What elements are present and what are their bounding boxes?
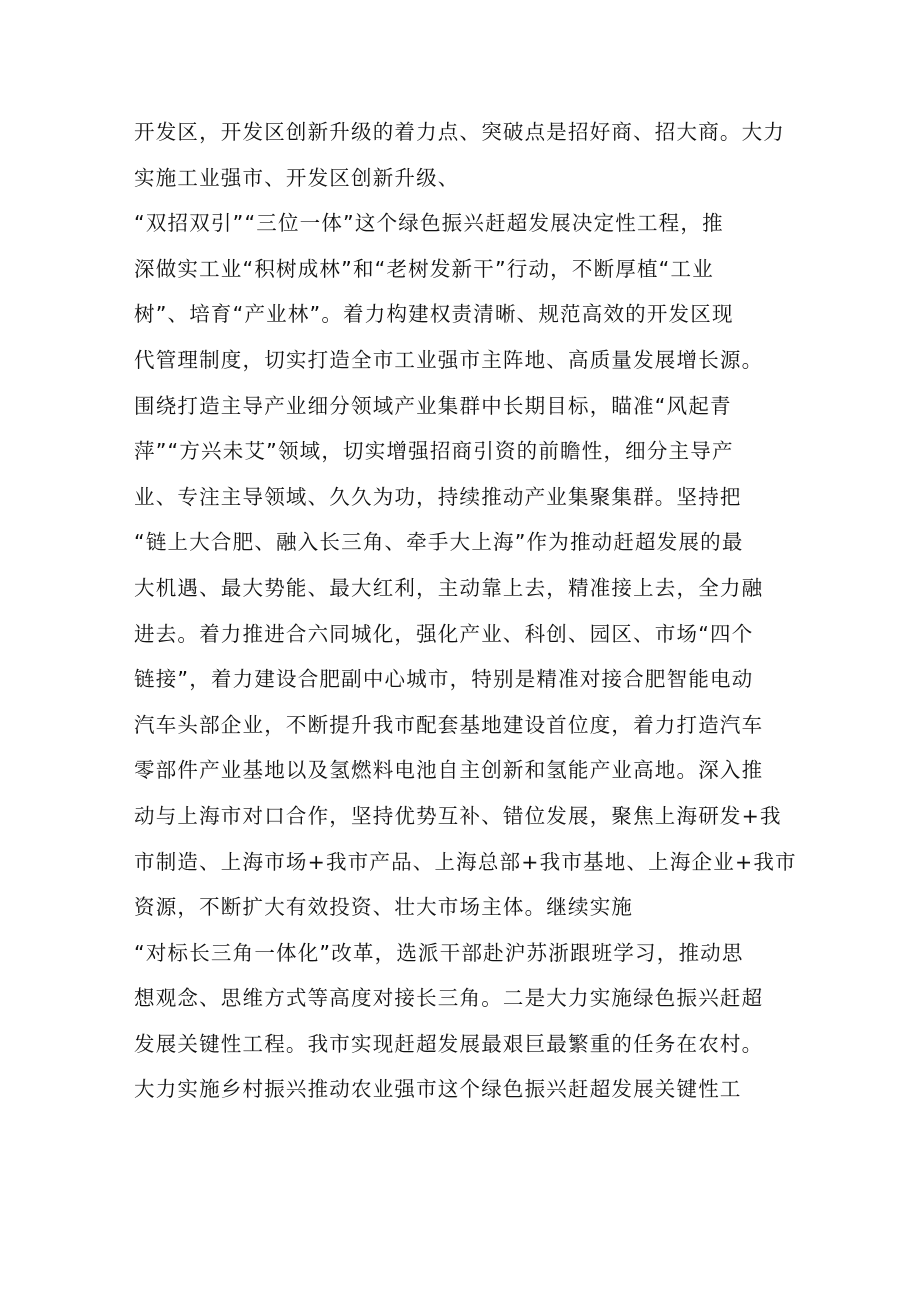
text-line: 代管理制度，切实打造全市工业强市主阵地、高质量发展增长源。 bbox=[134, 347, 764, 372]
text-line: 想观念、思维方式等高度对接长三角。二是大力实施绿色振兴赶超 bbox=[134, 986, 764, 1011]
text-line: “链上大合肥、融入长三角、牵手大上海”作为推动赶超发展的最 bbox=[134, 530, 744, 555]
text-line: 大机遇、最大势能、最大红利，主动靠上去，精准接上去，全力融 bbox=[134, 575, 764, 600]
text-line: 市制造、上海市场+我市产品、上海总部+我市基地、上海企业+我市 bbox=[134, 849, 797, 874]
text-line: 业、专注主导领域、久久为功，持续推动产业集聚集群。坚持把 bbox=[134, 484, 742, 509]
text-line: 深做实工业“积树成林”和“老树发新干”行动，不断厚植“工业 bbox=[134, 256, 714, 281]
text-line: “对标长三角一体化”改革，选派干部赴沪苏浙跟班学习，推动思 bbox=[134, 940, 744, 965]
text-line: 围绕打造主导产业细分领域产业集群中长期目标，瞄准“风起青 bbox=[134, 393, 732, 418]
text-line: 萍”“方兴未艾”领域，切实增强招商引资的前瞻性，细分主导产 bbox=[134, 439, 734, 464]
text-line: 动与上海市对口合作，坚持优势互补、错位发展，聚焦上海研发+我 bbox=[134, 803, 782, 828]
text-line: 零部件产业基地以及氢燃料电池自主创新和氢能产业高地。深入推 bbox=[134, 758, 764, 783]
text-line: 开发区，开发区创新升级的着力点、突破点是招好商、招大商。大力 bbox=[134, 120, 785, 144]
text-line: 进去。着力推进合六同城化，强化产业、科创、园区、市场“四个 bbox=[134, 621, 754, 646]
text-line: 实施工业强市、开发区创新升级、 bbox=[134, 165, 460, 190]
text-line: 资源，不断扩大有效投资、壮大市场主体。继续实施 bbox=[134, 895, 634, 920]
text-line: 发展关键性工程。我市实现赶超发展最艰巨最繁重的任务在农村。 bbox=[134, 1031, 764, 1056]
text-line: 链接”，着力建设合肥副中心城市，特别是精准对接合肥智能电动 bbox=[134, 667, 754, 692]
text-line: 汽车头部企业，不断提升我市配套基地建设首位度，着力打造汽车 bbox=[134, 712, 764, 737]
body-text bbox=[134, 110, 797, 1113]
text-line: 树”、培育“产业林”。着力构建权责清晰、规范高效的开发区现 bbox=[134, 302, 734, 327]
text-line: “双招双引”“三位一体”这个绿色振兴赶超发展决定性工程，推 bbox=[134, 211, 724, 236]
text-line: 大力实施乡村振兴推动农业强市这个绿色振兴赶超发展关键性工 bbox=[134, 1077, 742, 1102]
